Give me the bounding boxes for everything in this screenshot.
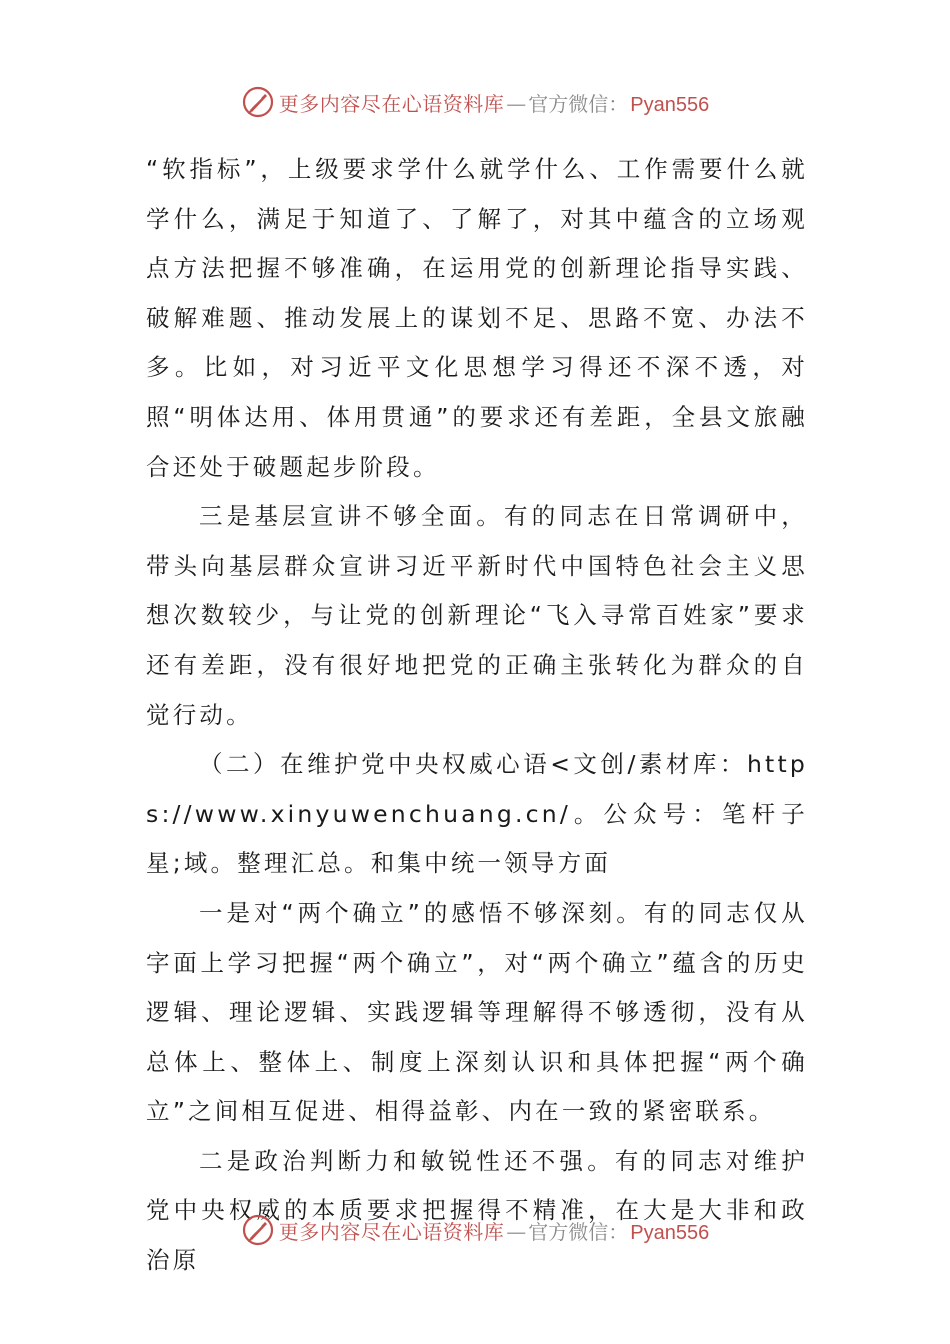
- quill-logo-icon: [241, 1213, 275, 1247]
- banner-wechat-id: Pyan556: [630, 1221, 710, 1244]
- banner-text: [279, 1216, 709, 1245]
- paragraph-point-two: 二是政治判断力和敏锐性还不强。有的同志对维护党中央权威的本质要求把握得不精准，在大是大非和政治原: [146, 1146, 808, 1275]
- paragraph-point-three: 三是基层宣讲不够全面。有的同志在日常调研中，带头向基层群众宣讲习近平新时代中国特色社会主义思想次数较少，与让党的创新理论“飞入寻常百姓家”要求还有差距，没有很好地把党的正确主张转化为群众的自觉行动。: [146, 502, 808, 729]
- banner-wechat-id: Pyan556: [630, 93, 710, 116]
- paragraph-continuation: “软指标”，上级要求学什么就学什么、工作需要什么就学什么，满足于知道了、了解了，对其中蕴含的立场观点方法把握不够准确，在运用党的创新理论指导实践、破解难题、推动发展上的谋划不足、思路不宽、办法不多。比如，对习近平文化思想学习得还不深不透，对照“明体达用、体用贯通”的要求还有差距，全县文旅融合还处于破题起步阶段。: [146, 155, 808, 481]
- footer-banner: [0, 1210, 950, 1250]
- banner-wechat-label: 官方微信：: [528, 91, 629, 116]
- banner-text: [279, 88, 709, 117]
- document-body: [146, 145, 808, 1286]
- banner-wechat-label: 官方微信：: [528, 1219, 629, 1244]
- banner-dash: —: [506, 91, 527, 116]
- paragraph-point-one: 一是对“两个确立”的感悟不够深刻。有的同志仅从字面上学习把握“两个确立”，对“两个确立”蕴含的历史逻辑、理论逻辑、实践逻辑等理解得不够透彻，没有从总体上、整体上、制度上深刻认识和具体把握“两个确立”之间相互促进、相得益彰、内在一致的紧密联系。: [146, 898, 808, 1126]
- banner-dash: —: [506, 1219, 527, 1244]
- banner-site-text: 更多内容尽在心语资料库: [278, 91, 505, 116]
- section-heading-two: （二）在维护党中央权威心语<文创/素材库：https://www.xinyuwenchuang.cn/。公众号：笔杆子星;域。整理汇总。和集中统一领导方面: [146, 750, 808, 878]
- banner-site-text: 更多内容尽在心语资料库: [278, 1219, 505, 1244]
- quill-logo-icon: [241, 85, 275, 119]
- header-banner: [0, 82, 950, 122]
